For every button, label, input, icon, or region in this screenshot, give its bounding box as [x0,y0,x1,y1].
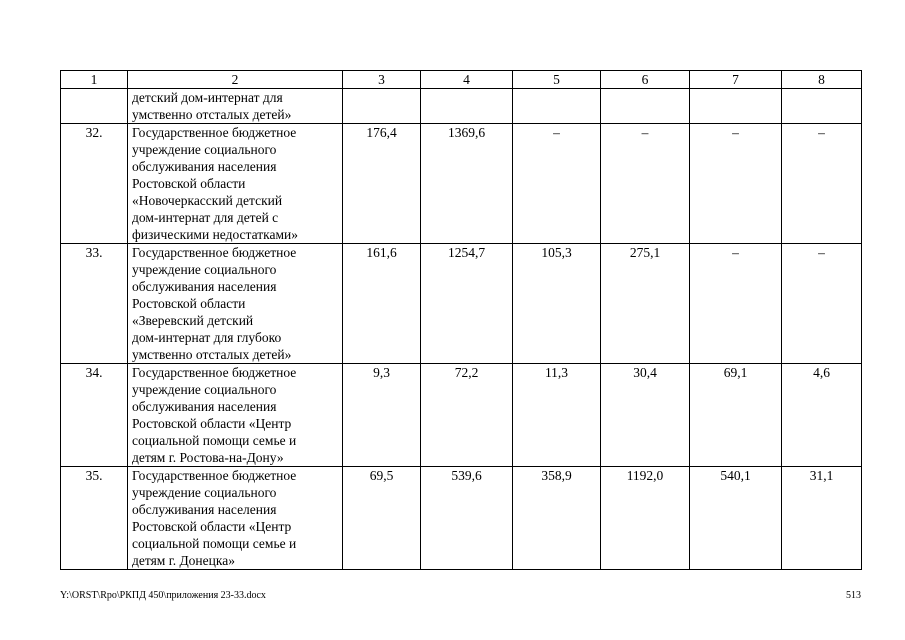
cell-col7: 69,1 [690,364,782,467]
cell-col5: – [513,124,601,244]
row-number: 35. [61,467,128,570]
cell-col8: – [782,244,862,364]
column-header: 3 [343,71,421,89]
cell-col7 [690,89,782,124]
column-header: 8 [782,71,862,89]
cell-col5: 105,3 [513,244,601,364]
cell-col3: 69,5 [343,467,421,570]
table-row [61,244,862,364]
institution-name: Государственное бюджетное учреждение социального обслуживания населения Ростовской области «Центр социальной помощи семье и детям г. Донецка» [128,467,343,570]
footer-page-number: 513 [846,590,861,601]
row-number: 32. [61,124,128,244]
table-row [61,467,862,570]
footer-file-path: Y:\ORST\Rpo\РКПД 450\приложения 23-33.docx [60,590,266,601]
cell-col6: 30,4 [601,364,690,467]
cell-col8 [782,89,862,124]
cell-col4: 72,2 [421,364,513,467]
row-number: 33. [61,244,128,364]
cell-col6: 1192,0 [601,467,690,570]
institution-name: детский дом-интернат для умственно отсталых детей» [128,89,343,124]
cell-col8: – [782,124,862,244]
column-header: 4 [421,71,513,89]
cell-col6 [601,89,690,124]
cell-col5 [513,89,601,124]
cell-col3: 161,6 [343,244,421,364]
cell-col7: – [690,244,782,364]
table-row [61,124,862,244]
column-header: 6 [601,71,690,89]
cell-col4 [421,89,513,124]
cell-col5: 11,3 [513,364,601,467]
cell-col7: 540,1 [690,467,782,570]
row-number [61,89,128,124]
cell-col5: 358,9 [513,467,601,570]
column-header: 5 [513,71,601,89]
cell-col3 [343,89,421,124]
table-header-row [61,71,862,89]
institution-name: Государственное бюджетное учреждение социального обслуживания населения Ростовской области «Центр социальной помощи семье и детям г. Ростова-на-Дону» [128,364,343,467]
table-row [61,364,862,467]
cell-col8: 4,6 [782,364,862,467]
table-row [61,89,862,124]
cell-col4: 1254,7 [421,244,513,364]
cell-col3: 176,4 [343,124,421,244]
institution-name: Государственное бюджетное учреждение социального обслуживания населения Ростовской области «Зверевский детский дом-интернат для глубоко умственно отсталых детей» [128,244,343,364]
institution-name: Государственное бюджетное учреждение социального обслуживания населения Ростовской области «Новочеркасский детский дом-интернат для детей с физическими недостатками» [128,124,343,244]
column-header: 1 [61,71,128,89]
column-header: 2 [128,71,343,89]
cell-col7: – [690,124,782,244]
row-number: 34. [61,364,128,467]
cell-col6: 275,1 [601,244,690,364]
cell-col6: – [601,124,690,244]
data-table [60,70,862,570]
cell-col3: 9,3 [343,364,421,467]
column-header: 7 [690,71,782,89]
cell-col4: 1369,6 [421,124,513,244]
cell-col8: 31,1 [782,467,862,570]
cell-col4: 539,6 [421,467,513,570]
